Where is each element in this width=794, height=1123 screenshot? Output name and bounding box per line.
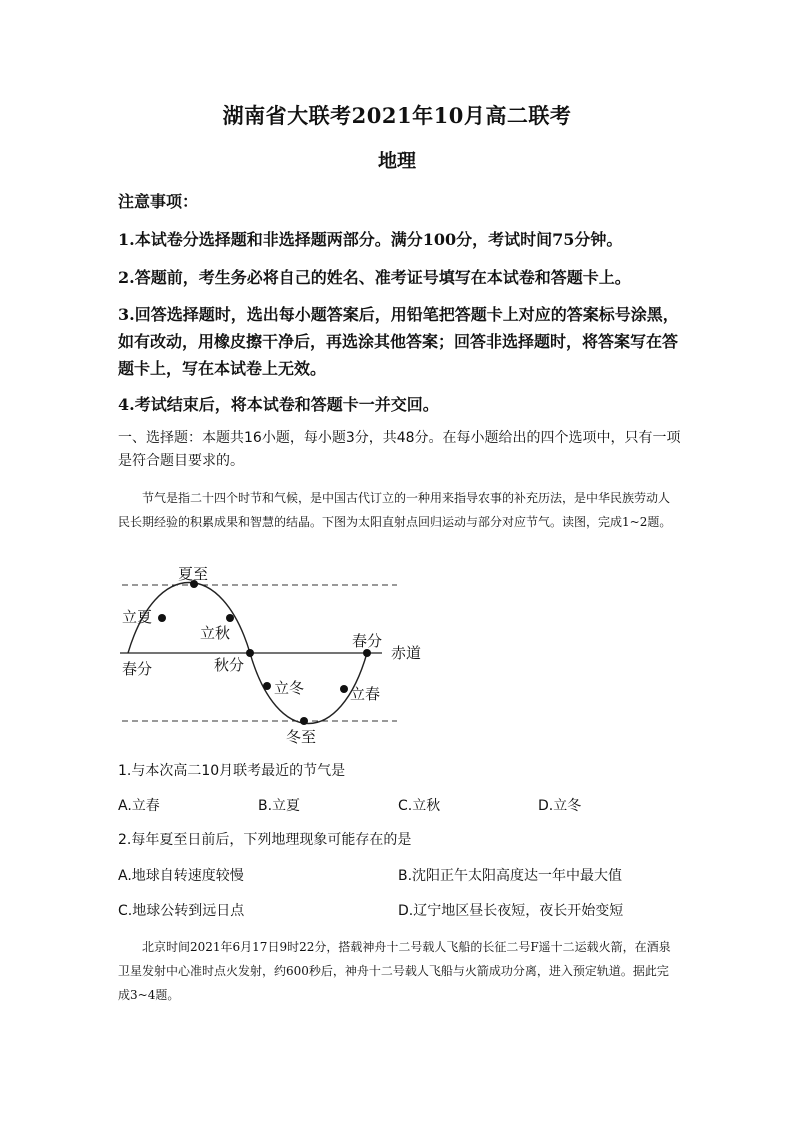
lixia-point (158, 614, 166, 622)
liqiu-point (226, 614, 234, 622)
question-1-option-a[interactable]: A.立春 (118, 798, 160, 814)
label-liqiu: 立秋 (200, 624, 231, 642)
question-1-option-c[interactable]: C.立秋 (398, 798, 441, 814)
question-2-option-d[interactable]: D.辽宁地区昼长夜短，夜长开始变短 (398, 903, 624, 919)
subject-title: 地理 (377, 150, 416, 172)
section-intro: 一、选择题：本题共16小题，每小题3分，共48分。在每小题给出的四个选项中，只有一项是符合题目要求的。 (118, 430, 681, 469)
lichun-point (340, 685, 348, 693)
question-1-stem: 1.与本次高二10月联考最近的节气是 (118, 763, 346, 779)
label-dongzhi: 冬至 (286, 728, 317, 746)
label-lidong: 立冬 (274, 679, 305, 697)
passage-solar-terms: 节气是指二十四个时节和气候，是中国古代订立的一种用来指导农事的补充历法，是中华民族劳动人民长期经验的积累成果和智慧的结晶。下图为太阳直射点回归运动与部分对应节气。读图，完成1~2题。 (118, 491, 672, 529)
note-item-4: 4.考试结束后，将本试卷和答题卡一并交回。 (118, 395, 439, 414)
question-2-option-c[interactable]: C.地球公转到远日点 (118, 903, 245, 919)
question-2-option-a[interactable]: A.地球自转速度较慢 (118, 868, 244, 884)
question-2-option-b[interactable]: B.沈阳正午太阳高度达一年中最大值 (398, 868, 623, 884)
chunfen-right-point (363, 649, 371, 657)
label-chunfen-right: 春分 (352, 632, 383, 650)
label-lichun: 立春 (350, 685, 381, 703)
exam-title: 湖南省大联考2021年10月高二联考 (222, 103, 572, 128)
notes-heading: 注意事项： (118, 192, 199, 211)
label-chidao: 赤道 (391, 644, 422, 662)
label-xiazhi: 夏至 (178, 565, 209, 583)
lidong-point (263, 682, 271, 690)
question-1-option-b[interactable]: B.立夏 (258, 798, 301, 814)
qiufen-point (246, 649, 254, 657)
label-lixia: 立夏 (122, 608, 153, 626)
dongzhi-point (300, 717, 308, 725)
question-1-option-d[interactable]: D.立冬 (538, 798, 582, 814)
note-item-1: 1.本试卷分选择题和非选择题两部分。满分100分，考试时间75分钟。 (118, 230, 623, 249)
note-item-2: 2.答题前，考生务必将自己的姓名、准考证号填写在本试卷和答题卡上。 (118, 268, 631, 287)
solar-term-diagram (112, 560, 432, 750)
passage-shenzhou: 北京时间2021年6月17日9时22分，搭载神舟十二号载人飞船的长征二号F遥十二运载火箭，在酒泉卫星发射中心准时点火发射，约600秒后，神舟十二号载人飞船与火箭成功分离，进入预定轨道。据此完成3~4题。 (118, 940, 671, 1002)
label-chunfen-left: 春分 (122, 660, 153, 678)
label-qiufen: 秋分 (214, 656, 245, 674)
question-2-stem: 2.每年夏至日前后，下列地理现象可能存在的是 (118, 832, 412, 848)
note-item-3: 3.回答选择题时，选出每小题答案后，用铅笔把答题卡上对应的答案标号涂黑，如有改动，用橡皮擦干净后，再选涂其他答案；回答非选择题时，将答案写在答题卡上，写在本试卷上无效。 (118, 305, 679, 378)
